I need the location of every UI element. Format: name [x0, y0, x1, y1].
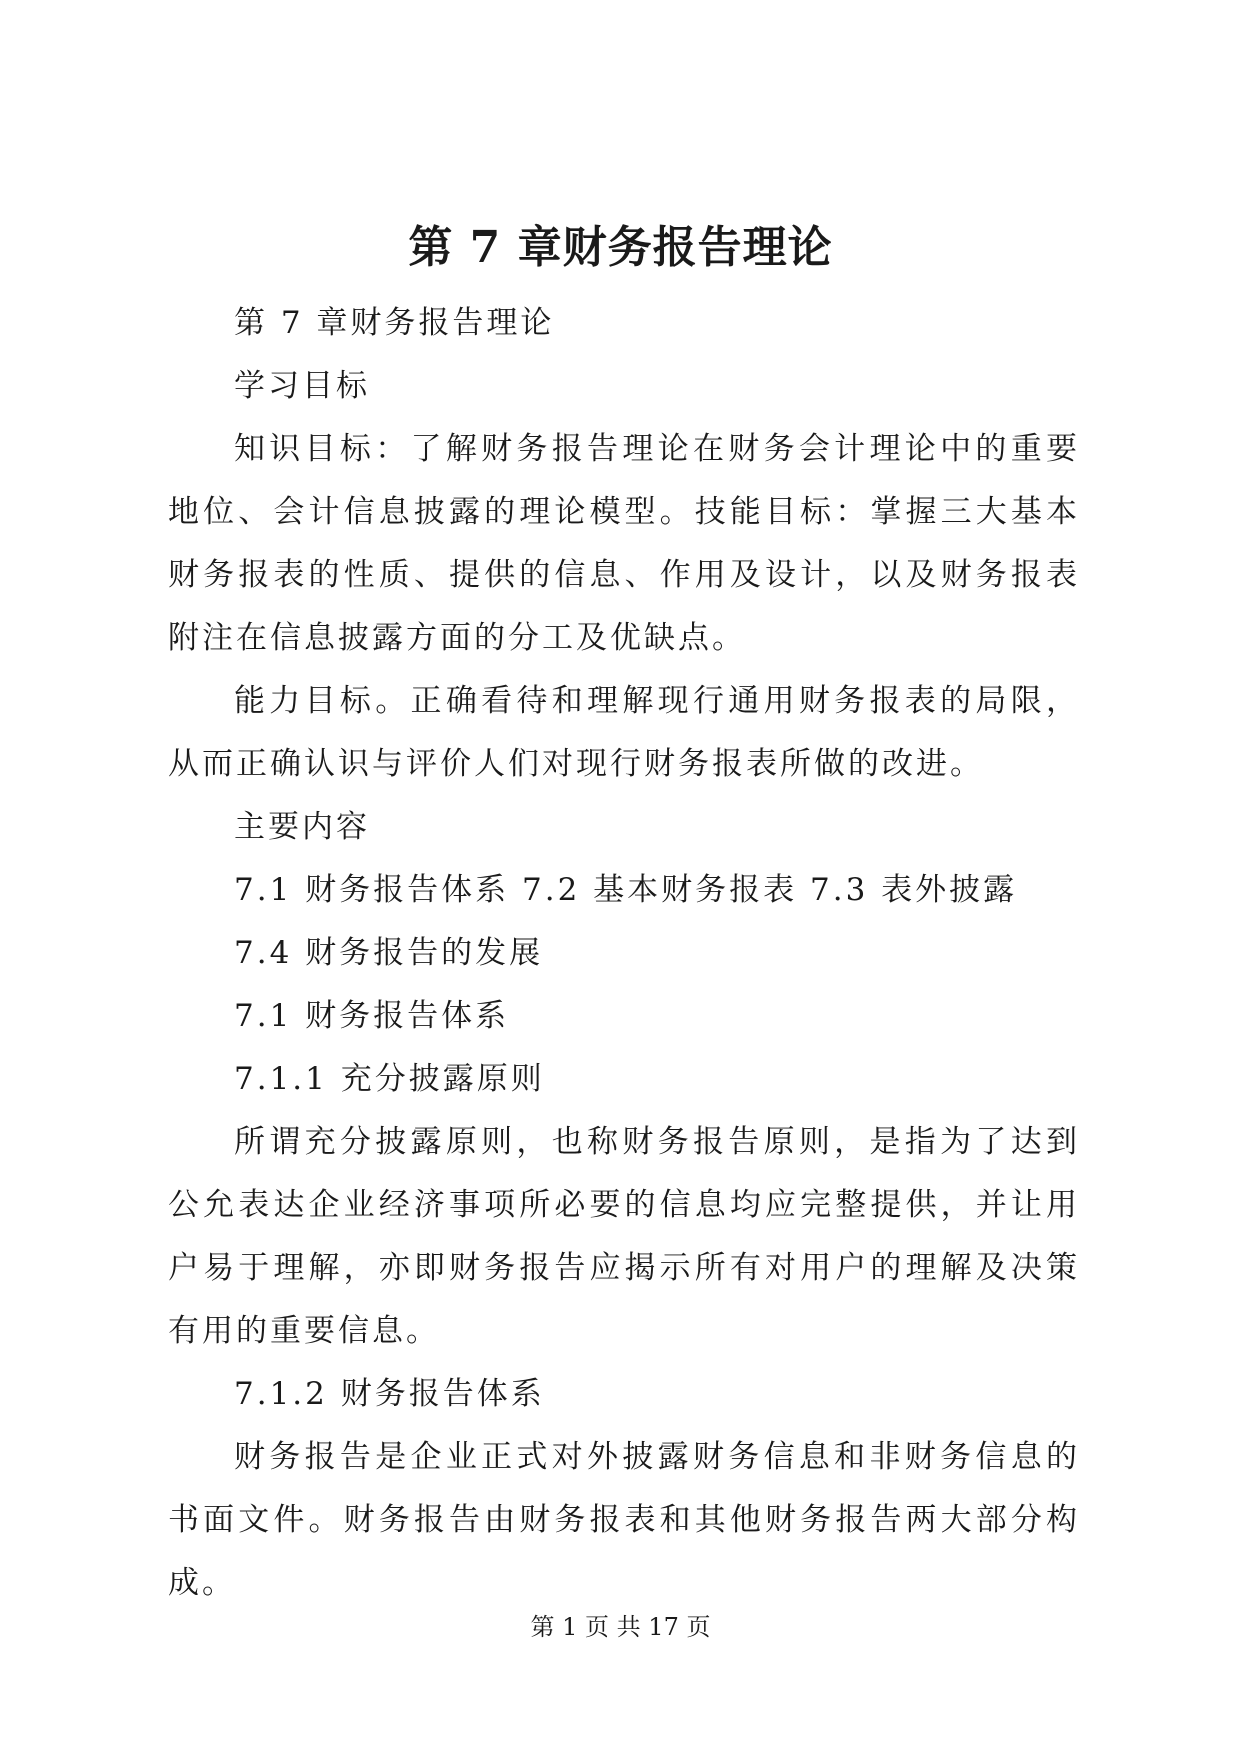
paragraph-section-7-1: 7.1 财务报告体系: [234, 998, 510, 1034]
paragraph-ability-goals: 能力目标。正确看待和理解现行通用财务报表的局限，从而正确认识与评价人们对现行财务报表所做的改进。: [168, 683, 1080, 782]
paragraph-main-content: 主要内容: [234, 809, 370, 845]
page-footer: 第 1 页 共 17 页: [530, 1613, 711, 1641]
document-body: [168, 292, 1080, 1615]
paragraph-report-definition: 财务报告是企业正式对外披露财务信息和非财务信息的书面文件。财务报告由财务报表和其他财务报告两大部分构成。: [168, 1439, 1080, 1601]
page-title: 第 7 章财务报告理论: [408, 222, 833, 273]
paragraph-knowledge-goals: 知识目标：了解财务报告理论在财务会计理论中的重要地位、会计信息披露的理论模型。技能目标：掌握三大基本财务报表的性质、提供的信息、作用及设计，以及财务报表附注在信息披露方面的分工及优缺点。: [168, 431, 1080, 656]
paragraph-sections-list: 7.1 财务报告体系 7.2 基本财务报表 7.3 表外披露: [234, 872, 1018, 908]
paragraph-section-7-1-2: 7.1.2 财务报告体系: [234, 1376, 545, 1412]
paragraph-chapter-heading: 第 7 章财务报告理论: [234, 305, 555, 341]
paragraph-section-7-1-1: 7.1.1 充分披露原则: [234, 1061, 545, 1097]
paragraph-section-7-4: 7.4 财务报告的发展: [234, 935, 544, 971]
paragraph-disclosure-principle: 所谓充分披露原则，也称财务报告原则，是指为了达到公允表达企业经济事项所必要的信息均应完整提供，并让用户易于理解，亦即财务报告应揭示所有对用户的理解及决策有用的重要信息。: [168, 1124, 1080, 1349]
paragraph-learning-goals: 学习目标: [234, 368, 370, 404]
